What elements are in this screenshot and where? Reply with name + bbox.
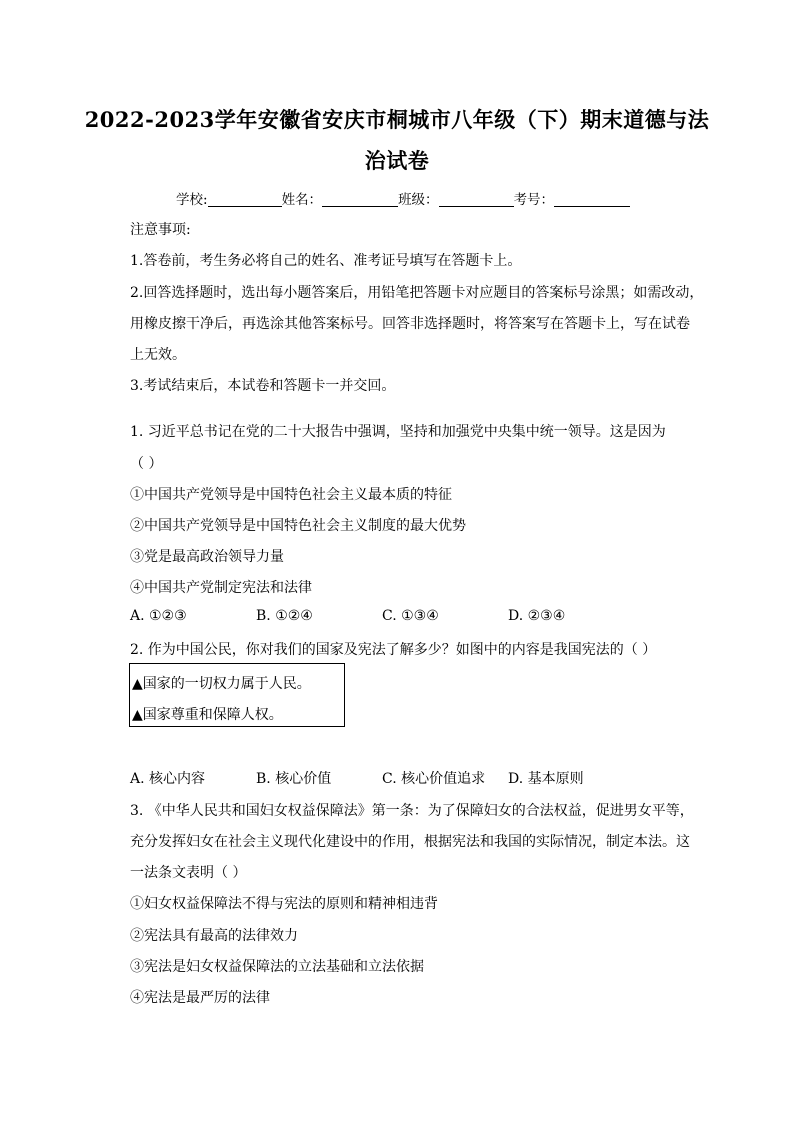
q3-statement-1: ①妇女权益保障法不得与宪法的原则和精神相违背 — [130, 896, 438, 912]
note-2-line1: 2.回答选择题时，选出每小题答案后，用铅笔把答题卡对应题目的答案标号涂黑；如需改动， — [130, 285, 704, 301]
q1-option-a: A. ①②③ — [130, 608, 187, 624]
q1-option-c: C. ①③④ — [382, 608, 439, 624]
exam-no-label: 考号： — [513, 192, 555, 208]
note-2-line2: 用橡皮擦干净后，再选涂其他答案标号。回答非选择题时，将答案写在答题卡上，写在试卷 — [130, 316, 690, 332]
q2-constitution-box — [129, 663, 345, 727]
q2-option-c: C. 核心价值追求 — [382, 771, 486, 787]
note-1: 1.答卷前，考生务必将自己的姓名、准考证号填写在答题卡上。 — [130, 253, 522, 269]
name-label: 姓名： — [281, 192, 323, 208]
student-info-row — [176, 188, 630, 208]
q3-statement-3: ③宪法是妇女权益保障法的立法基础和立法依据 — [130, 959, 424, 975]
q1-option-d: D. ②③④ — [508, 608, 566, 624]
q2-box-line1: ▲国家的一切权力属于人民。 — [132, 676, 311, 692]
q3-stem-line1: 3. 《中华人民共和国妇女权益保障法》第一条：为了保障妇女的合法权益，促进男女平等， — [130, 803, 694, 819]
name-blank — [322, 192, 398, 207]
exam-no-blank — [554, 192, 630, 207]
q1-statement-3: ③党是最高政治领导力量 — [130, 549, 284, 565]
exam-title-line1: 2022-2023学年安徽省安庆市桐城市八年级（下）期末道德与法 — [84, 107, 710, 132]
school-label: 学校: — [176, 192, 208, 208]
exam-title-line2: 治试卷 — [364, 148, 430, 173]
q1-stem-line1: 1. 习近平总书记在党的二十大报告中强调，坚持和加强党中央集中统一领导。这是因为 — [130, 424, 666, 440]
q1-statement-2: ②中国共产党领导是中国特色社会主义制度的最大优势 — [130, 518, 466, 534]
q1-option-b: B. ①②④ — [256, 608, 313, 624]
q3-stem-line3: 一法条文表明（ ） — [130, 865, 247, 881]
q2-stem: 2. 作为中国公民，你对我们的国家及宪法了解多少？如图中的内容是我国宪法的（ ） — [130, 642, 657, 658]
school-blank — [208, 192, 282, 207]
q2-box-line2: ▲国家尊重和保障人权。 — [132, 707, 283, 723]
q1-statement-1: ①中国共产党领导是中国特色社会主义最本质的特征 — [130, 487, 452, 503]
q2-option-b: B. 核心价值 — [256, 771, 332, 787]
q2-option-d: D. 基本原则 — [508, 771, 584, 787]
q1-statement-4: ④中国共产党制定宪法和法律 — [130, 580, 312, 596]
notes-heading: 注意事项: — [130, 222, 191, 238]
q3-statement-2: ②宪法具有最高的法律效力 — [130, 928, 298, 944]
note-3: 3.考试结束后，本试卷和答题卡一并交回。 — [130, 378, 396, 394]
class-blank — [439, 192, 514, 207]
q2-option-a: A. 核心内容 — [130, 771, 206, 787]
class-label: 班级： — [398, 192, 439, 208]
q1-stem-line2: （ ） — [130, 456, 163, 472]
q3-statement-4: ④宪法是最严厉的法律 — [130, 990, 270, 1006]
q3-stem-line2: 充分发挥妇女在社会主义现代化建设中的作用，根据宪法和我国的实际情况，制定本法。这 — [130, 834, 690, 850]
note-2-line3: 上无效。 — [130, 347, 186, 363]
